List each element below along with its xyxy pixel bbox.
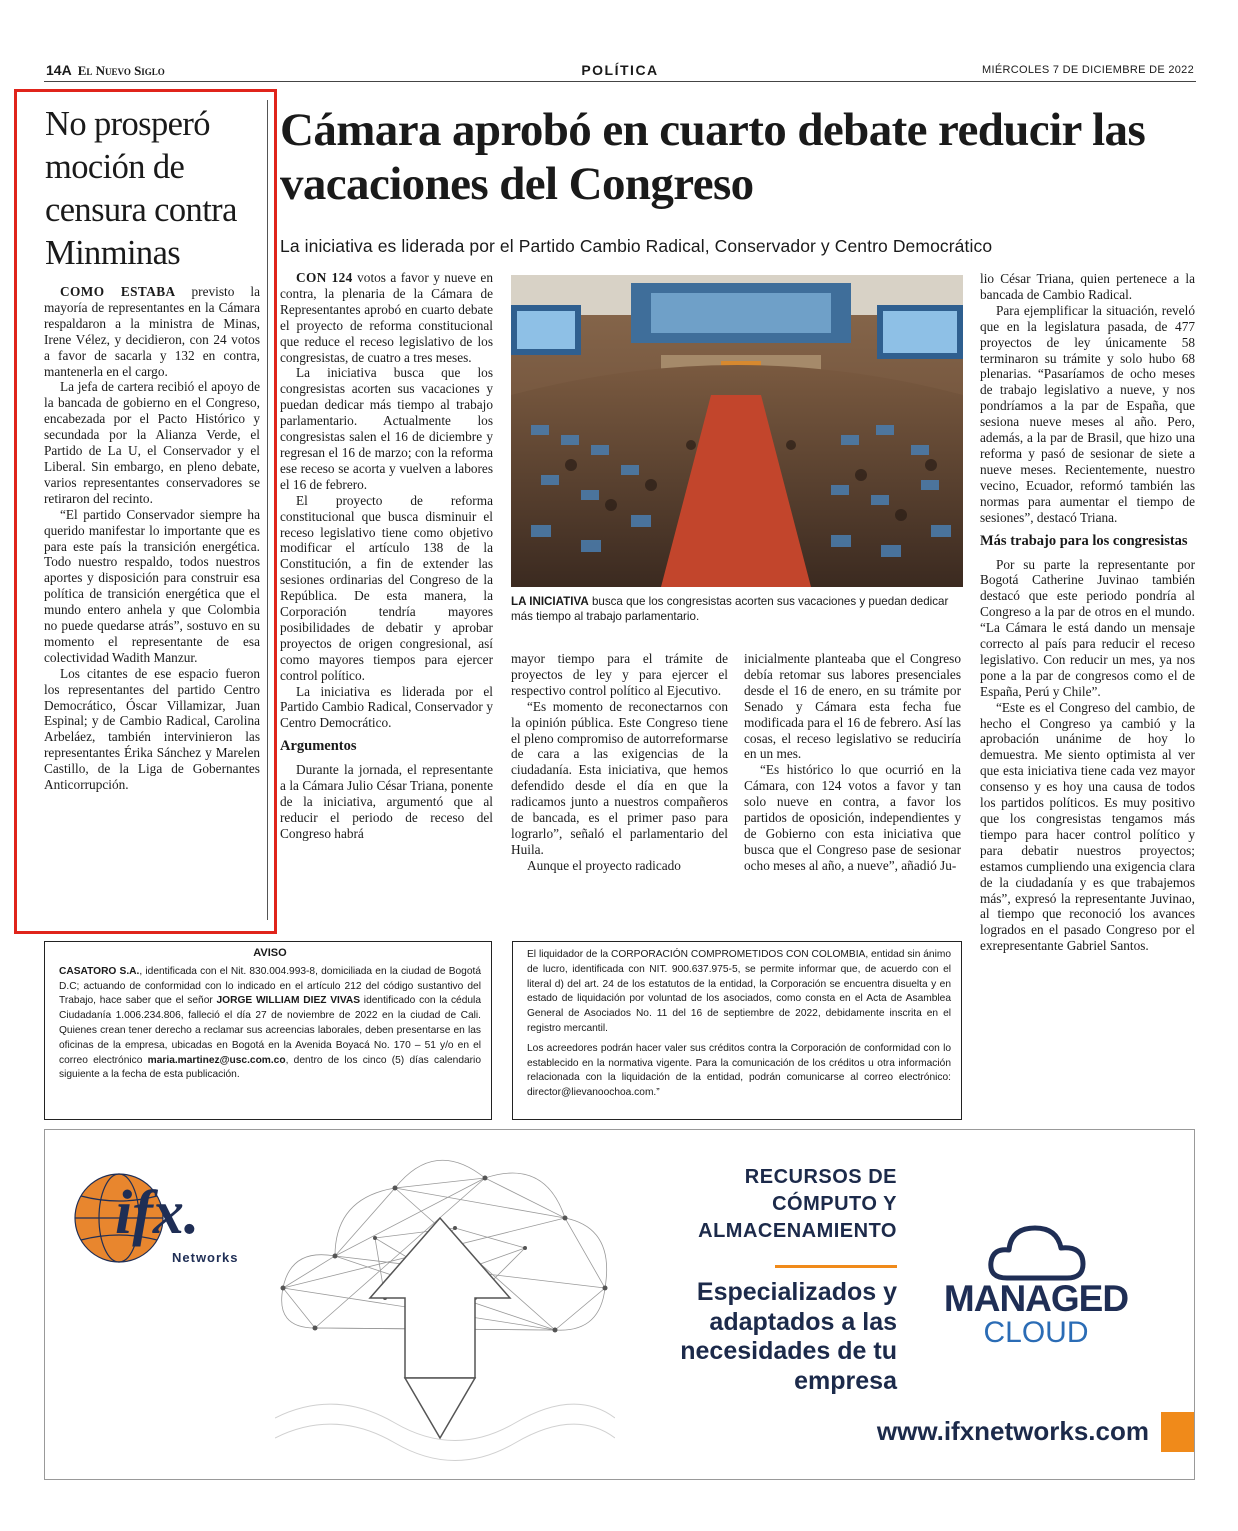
notice-casatoro xyxy=(44,941,492,1120)
article-paragraph: mayor tiempo para el trámite de proyectos de ley y para ejercer el respectivo control político al Ejecutivo. xyxy=(511,651,728,698)
main-headline: Cámara aprobó en cuarto debate reducir las vacaciones del Congreso xyxy=(280,104,1146,210)
sidebar-text: previsto la mayoría de representantes en la Cámara respaldaron a la ministra de Minas, Irene Vélez, y decidieron, con 24 votos a favor de sacarla y 132 en contra, mantenerla en el cargo. xyxy=(44,284,260,379)
notice-email: maria.martinez@usc.com.co xyxy=(147,1054,286,1066)
page-number xyxy=(46,62,165,79)
sidebar-headline: No prosperó moción de censura contra Minminas xyxy=(45,105,237,272)
main-subheadline: La iniciativa es liderada por el Partido Cambio Radical, Conservador y Centro Democrático xyxy=(280,236,993,256)
article-column-1 xyxy=(280,270,493,842)
article-lead: CON 124 xyxy=(296,270,353,285)
notice-title: AVISO xyxy=(253,947,287,959)
plenary-photo-art xyxy=(511,275,963,587)
masthead-brand: El Nuevo Siglo xyxy=(77,63,165,78)
page-number-text: 14A xyxy=(46,62,72,78)
article-paragraph: “Es momento de reconectarnos con la opinión pública. Este Congreso tiene el pleno compromiso de autorreformarse de cara a las exigencias de la ciudadanía. Esta iniciativa, que hemos defendido desde el día en que la radicamos junto a nuestros compañeros de bancada, es el primer paso para lograrlo”, señaló el parlamentario del Huila. xyxy=(511,698,728,857)
notice-text: Los acreedores podrán hacer valer sus créditos contra la Corporación de conformidad con lo establecido en la normativa vigente. Para la comunicación de los créditos u otra información relacionada con la liquidación de la entidad, podrán comunicarse al correo electrónico: director@lievanoochoa.com.” xyxy=(527,1042,951,1099)
article-paragraph: inicialmente planteaba que el Congreso debía retomar sus labores presenciales desde el 16 de enero, en su trámite por Senado y Cámara esta fecha fue modificada para el 16 de febrero. Así las cosas, el receso legislativo se reduciría en un mes. xyxy=(744,651,961,762)
upload-arrow-icon xyxy=(370,1218,510,1438)
ifx-logo-text: ifx. xyxy=(115,1179,200,1247)
subhead-argumentos: Argumentos xyxy=(280,738,357,755)
article-paragraph: lio César Triana, quien pertenece a la bancada de Cambio Radical. xyxy=(980,271,1195,302)
article-column-3 xyxy=(744,651,961,874)
article-paragraph: Durante la jornada, el representante a la Cámara Julio César Triana, ponente de la iniciativa, argumentó que al reducir el periodo de receso del Congreso habrá xyxy=(280,762,493,841)
managed-cloud-subword: CLOUD xyxy=(983,1316,1089,1349)
article-paragraph xyxy=(280,270,493,365)
sidebar-paragraph: Los citantes de ese espacio fueron los representantes del partido Centro Democrático, Óscar Villamizar, Juan Espinal; y de Cambio Radical, Carolina Arbeláez, también intervinieron las representantes Érika Sánchez y Marelen Castillo, de la Liga de Gobernantes Anticorrupción. xyxy=(44,665,260,793)
sidebar-paragraph xyxy=(44,284,260,379)
ifx-logo-subtext: Networks xyxy=(172,1250,239,1265)
managed-cloud-word: MANAGED xyxy=(943,1278,1129,1319)
article-paragraph: Aunque el proyecto radicado xyxy=(527,857,681,873)
notice-strong: CASATORO S.A. xyxy=(59,965,140,977)
cloud-outline-icon xyxy=(985,1220,1089,1284)
article-column-2 xyxy=(511,651,728,874)
ad-subheadline: Especializados y adaptados a las necesidades de tu empresa xyxy=(680,1278,897,1395)
ad-accent-block xyxy=(1161,1412,1195,1452)
notice-run: identificado con la cédula Ciudadanía 1.006.234.806, falleció el día 27 de noviembre de 2022 en la ciudad de Cali. Quienes crean tener derecho a reclamar sus acreencias laborales, deben presentarse en las oficinas de la empresa, ubicadas en Bogotá en la Avenida Boyacá No. 170 – 51 y/o en el correo electrónico xyxy=(59,995,481,1066)
article-paragraph: Para ejemplificar la situación, reveló que en la legislatura pasada, de 477 proyectos de ley únicamente 58 terminaron su trámite y solo hubo 68 plenarias. “Pasaríamos de ocho meses de trabajo legislativo a nueve, y nos pondríamos a la par de España, que sesiona nueve meses al año. Pero, además, a la par de Brasil, que hizo una reforma y pasó de sesionar de siete a nueve meses. Recientemente, nuestro vecino, Ecuador, reformó también las normas para aumentar el tiempo de sesiones”, destacó Triana. xyxy=(980,302,1195,525)
issue-date: MIÉRCOLES 7 DE DICIEMBRE DE 2022 xyxy=(982,64,1194,76)
ifx-advertisement xyxy=(44,1129,1195,1480)
notice-run: , dentro de los cinco (5) días calendario siguiente a la fecha de esta publicación. xyxy=(59,1054,481,1081)
sidebar-paragraph: “El partido Conservador siempre ha querido manifestar lo importante que es para este país la transición energética. Todo nuestro respaldo, todos nuestros aportes y disposición para construir esa política de transición energética que el mundo entero anhela y que Colombia no puede quedarse atrás”, sostuvo en su momento el representante de esa colectividad Wadith Manzur. xyxy=(44,506,260,665)
caption-lead: LA INICIATIVA xyxy=(511,595,589,608)
subhead-mas-trabajo: Más trabajo para los congresistas xyxy=(980,532,1188,549)
ad-accent-rule xyxy=(775,1265,897,1268)
article-text: votos a favor y nueve en contra, la plenaria de la Cámara de Representantes aprobó en cuarto debate el proyecto de reforma constitucional que reduce el receso legislativo de los congresistas, de cuatro a tres meses. xyxy=(280,270,493,365)
sidebar-lead: COMO ESTABA xyxy=(60,284,176,299)
sidebar-paragraph: La jefa de cartera recibió el apoyo de la bancada de gobierno en el Congreso, encabezada por el Pacto Histórico y secundada por la Alianza Verde, el Partido de La U, el Conservador y el Liberal. Sin embargo, en pleno debate, varios representantes conservadores se retiraron del recinto. xyxy=(44,379,260,506)
article-paragraph: Por su parte la representante por Bogotá Catherine Juvinao también destacó que este periodo pondría al Congreso a la par de otros en el mundo. “La Cámara le está dando un mensaje correcto al país para reducir el receso legislativo. Con reducir un mes, ya nos pone a la par de congresos como el de España, Perú y Chile”. xyxy=(980,556,1195,699)
cloud-network-icon xyxy=(275,1138,615,1468)
notice-run: , identificada con el Nit. 830.004.993-8, domiciliada en la ciudad de Bogotá D.C; actuando de conformidad con lo indicado en el artículo 212 del código sustantivo del Trabajo, hace saber que el señor xyxy=(59,965,482,1007)
article-paragraph: El proyecto de reforma constitucional que busca disminuir el receso legislativo tiene como objetivo modificar el artículo 138 de la Constitución, a fin de extender las sesiones ordinarias del Congreso de la República. De esta manera, la Corporación tendría mayores posibilidades de debatir y aprobar proyectos de origen congresional, así como mayores tiempos para ejercer control político. xyxy=(280,492,493,683)
column-divider xyxy=(267,100,268,920)
notice-strong: JORGE WILLIAM DIEZ VIVAS xyxy=(216,995,361,1007)
article-column-4 xyxy=(980,271,1195,954)
sidebar-article-body xyxy=(44,284,260,793)
header-rule xyxy=(44,81,1196,82)
ad-headline: RECURSOS DE CÓMPUTO Y ALMACENAMIENTO xyxy=(698,1166,897,1242)
notice-text: El liquidador de la CORPORACIÓN COMPROMETIDOS CON COLOMBIA, entidad sin ánimo de lucro, identificada con NIT. 900.637.975-5, se permite informar que, de acuerdo con el literal d) del art. 24 de los estatutos de la entidad, la Corporación se encuentra disuelta y en estado de liquidación por voluntad de los asociados, como consta en el Acta de Asamblea General de Asociados No. 11 del 16 de septiembre de 2022, debidamente inscrita en el registro mercantil. xyxy=(527,949,951,1034)
article-paragraph: “Este es el Congreso del cambio, de hecho el Congreso ya cambió y la aprobación unánime de hoy lo demuestra. Me siento optimista al ver que esta iniciativa tiene cada vez mayor consenso y es hoy una causa de todos los partidos políticos. Es muy positivo que los congresistas tengamos más tiempo para hacer control político y para debatir nuestros proyectos; estamos cumpliendo una exigencia clara de la ciudadanía y es que trabajemos más”, expresó la representante Juvinao, al tiempo que reconoció los avances logrados en el pasado Congreso por el exrepresentante Gabriel Santos. xyxy=(980,699,1195,954)
ad-website-link[interactable]: www.ifxnetworks.com xyxy=(876,1416,1149,1446)
caption-text: busca que los congresistas acorten sus vacaciones y puedan dedicar más tiempo al trabajo parlamentario. xyxy=(511,595,949,623)
photo-caption xyxy=(511,594,963,624)
notice-text xyxy=(59,965,481,1083)
plenary-photo xyxy=(511,275,963,587)
section-name: POLÍTICA xyxy=(581,62,659,78)
article-paragraph: “Es histórico lo que ocurrió en la Cámara, con 124 votos a favor y tan solo nueve en contra, a favor los partidos de oposición, independientes y de Gobierno con esta iniciativa que busca que el Congreso pase de sesionar ocho meses al año, a nueve”, añadió Ju- xyxy=(744,762,961,873)
notice-liquidacion xyxy=(512,941,962,1120)
article-paragraph: La iniciativa busca que los congresistas acorten sus vacaciones y puedan dedicar más tiempo al trabajo parlamentario. Actualmente los congresistas salen el 16 de diciembre y regresan el 16 de marzo; con la reforma ese receso se acorta y vuelven a labores el 16 de febrero. xyxy=(280,365,493,492)
article-paragraph: La iniciativa es liderada por el Partido Cambio Radical, Conservador y Centro Democrático. xyxy=(280,683,493,731)
